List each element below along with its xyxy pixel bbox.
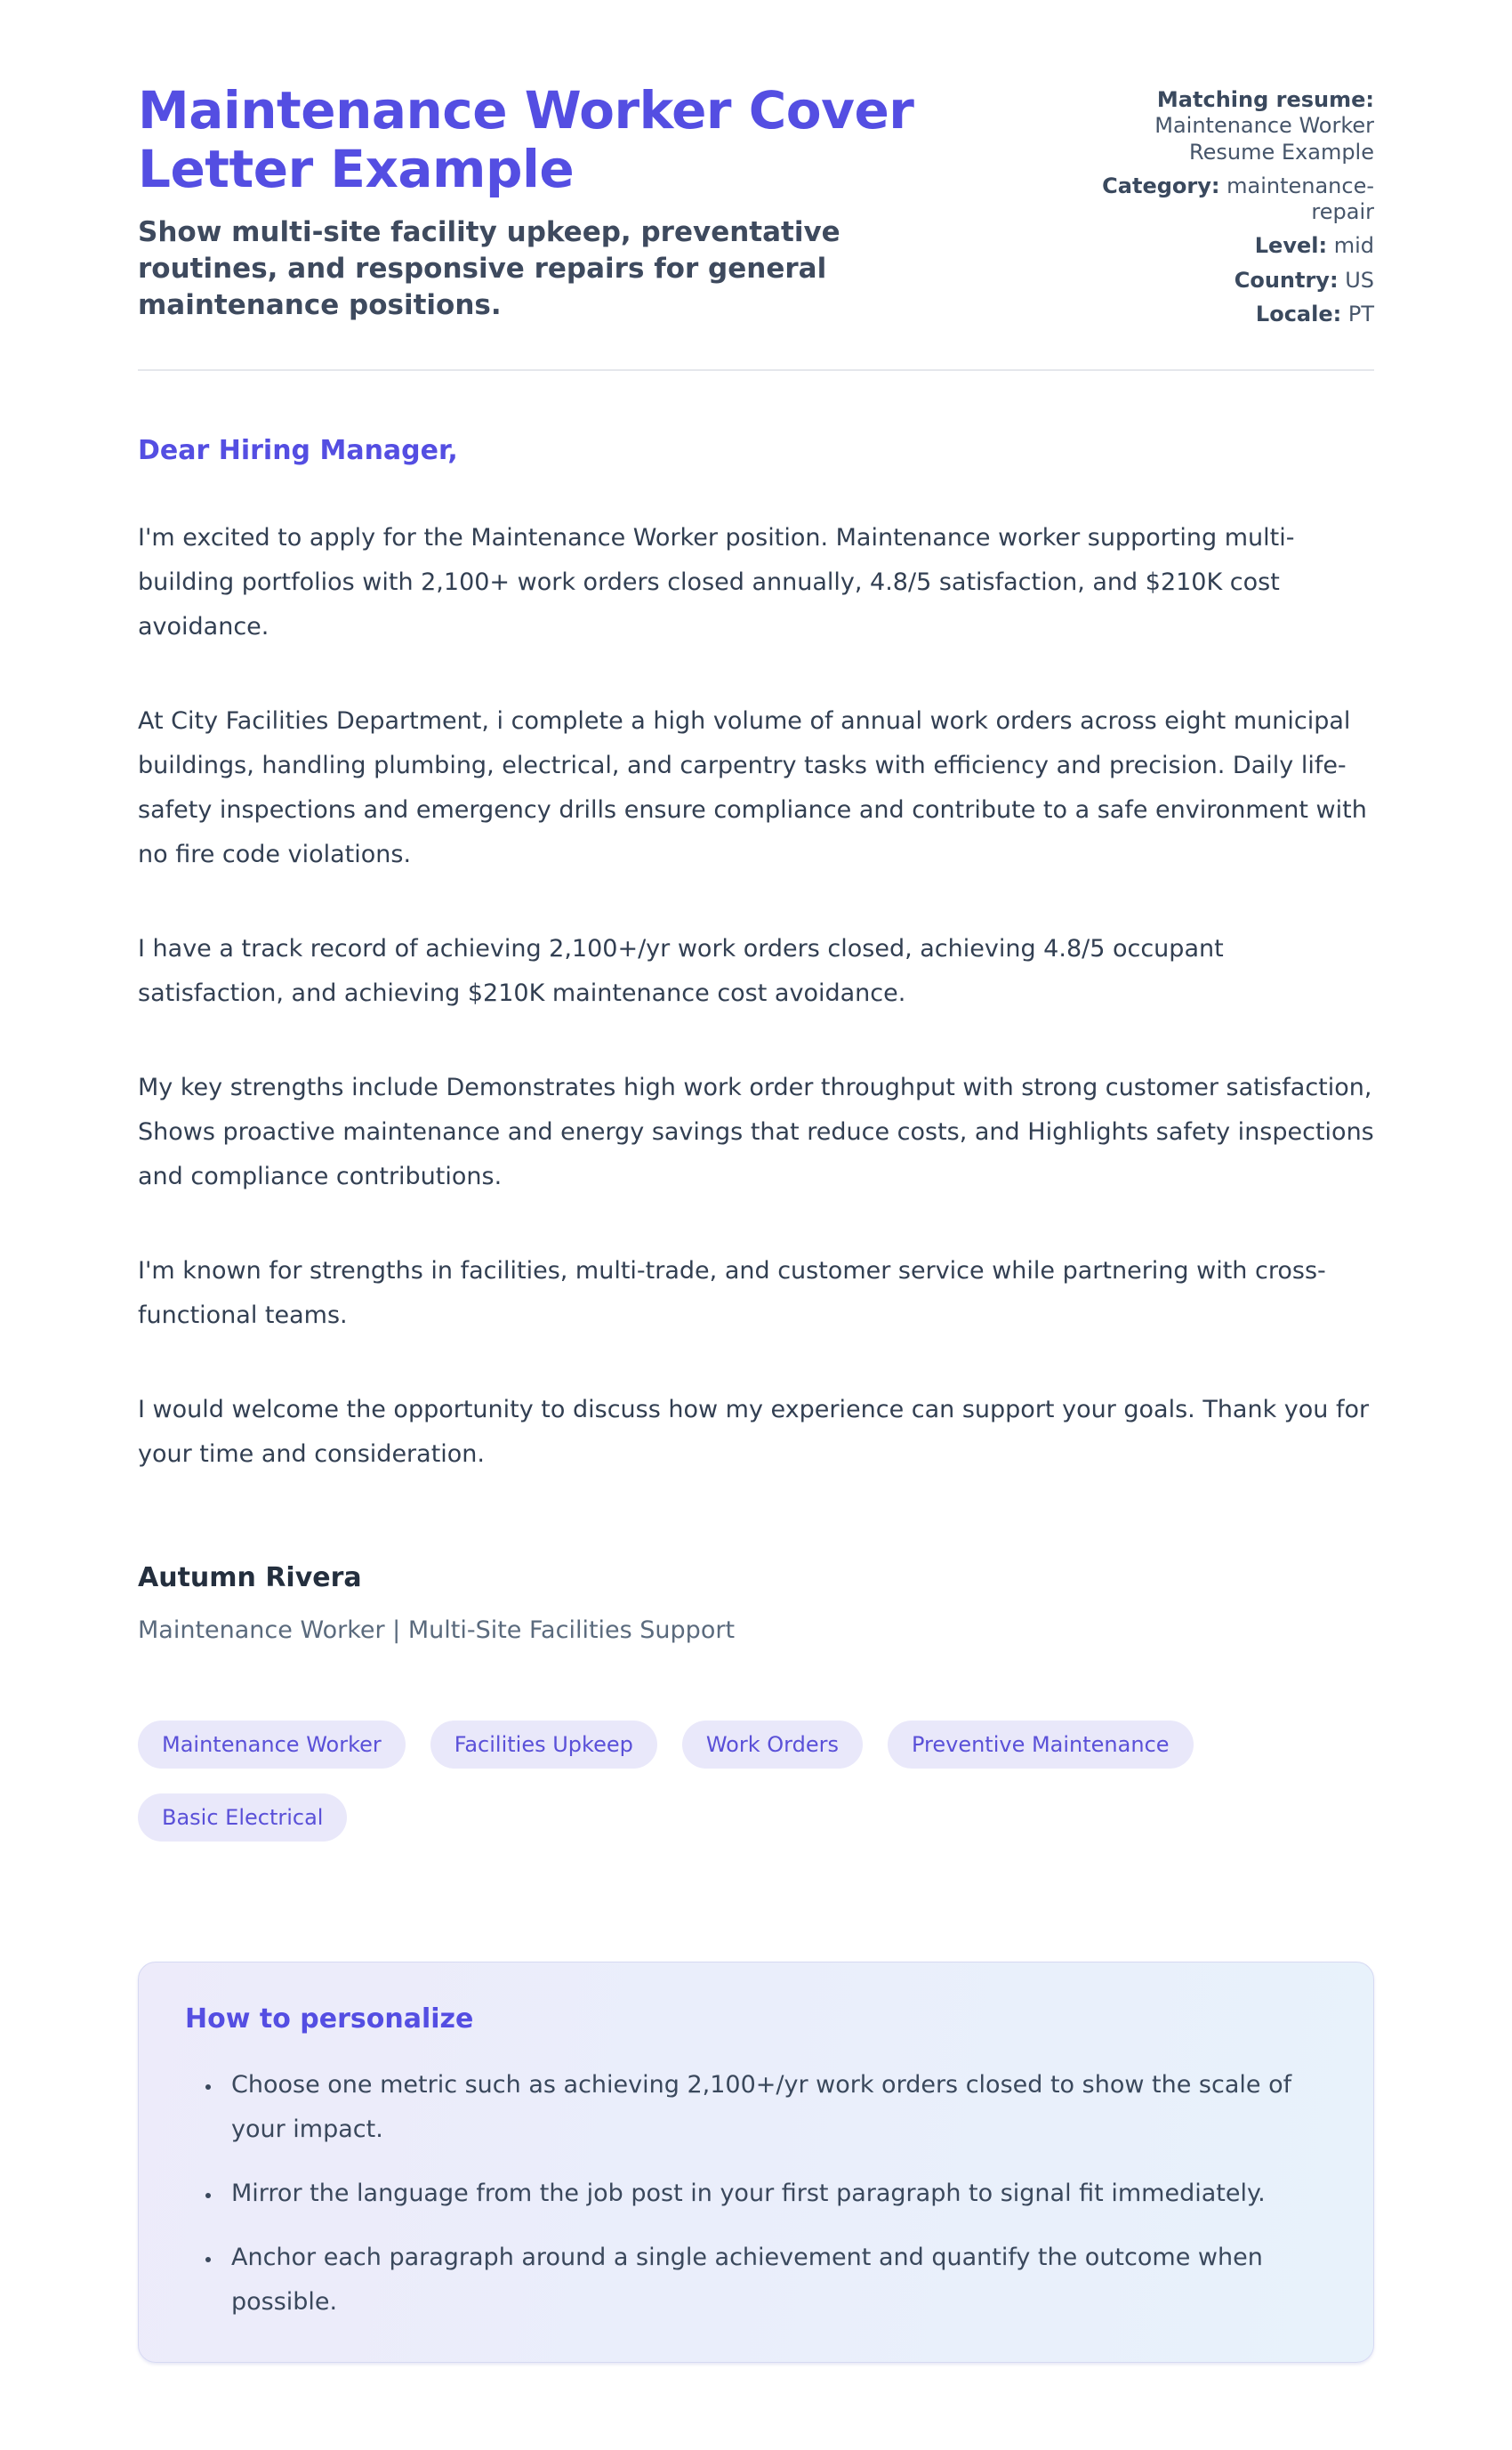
meta-level [1094,233,1374,259]
tips-list [185,2063,1327,2325]
letter-paragraph: I would welcome the opportunity to discuss how my experience can support your goals. Thank you for your time and consideration. [138,1396,1370,1469]
meta-value: PT [1347,301,1374,326]
meta-label: Locale: [1255,301,1342,326]
meta-country [1094,268,1374,294]
tips-title: How to personalize [185,2003,474,2035]
meta-value: mid [1333,233,1374,259]
letter-paragraph: At City Facilities Department, i complete a high volume of annual work orders across eight municipal buildings, handling plumbing, electrical, and carpentry tasks with efficiency and precision. Daily life-safety inspections and emergency drills ensure compliance and contribute to a safe environment with no fire code violations. [138,707,1367,869]
tip-item: • Mirror the language from the job post in your first paragraph to signal fit immediately. [222,2172,1316,2216]
signature-block [138,1562,1374,1644]
tag-basic-electrical[interactable]: Basic Electrical [138,1793,347,1842]
meta-value: Maintenance Worker Resume Example [1154,113,1374,165]
letter-body [138,435,1374,1644]
how-to-personalize-box [138,1962,1374,2363]
keyword-tags [138,1721,1374,1842]
header-divider [138,369,1374,371]
signature-name: Autumn Rivera [138,1562,362,1594]
meta-label: Matching resume: [1156,87,1374,112]
meta-value: maintenance-repair [1226,173,1374,225]
tip-item: • Choose one metric such as achieving 2,100+/yr work orders closed to show the scale of your impact. [222,2063,1316,2152]
page-subtitle: Show multi-site facility upkeep, preventative routines, and responsive repairs for general maintenance positions. [138,216,840,321]
meta-locale [1094,302,1374,327]
signature-role: Maintenance Worker | Multi-Site Facilities Support [138,1616,736,1645]
page-title: Maintenance Worker Cover Letter Example [138,80,914,199]
tip-item: • Anchor each paragraph around a single achievement and quantify the outcome when possible. [222,2236,1316,2325]
header-title-block [138,82,938,324]
meta-category [1094,173,1374,226]
letter-greeting: Dear Hiring Manager, [138,435,458,467]
letter-paragraph: I'm known for strengths in facilities, multi-trade, and customer service while partnering with cross-functional teams. [138,1257,1326,1330]
meta-matching-resume [1094,87,1374,165]
meta-label: Category: [1102,173,1220,198]
letter-paragraph: My key strengths include Demonstrates high work order throughput with strong customer satisfaction, Shows proactive maintenance and energy savings that reduce costs, and Highlights safety inspections and compliance contributions. [138,1074,1374,1191]
tag-facilities-upkeep[interactable]: Facilities Upkeep [430,1721,657,1769]
tag-preventive-maintenance[interactable]: Preventive Maintenance [888,1721,1194,1769]
resume-meta-block [1094,87,1374,335]
tag-work-orders[interactable]: Work Orders [682,1721,863,1769]
meta-label: Level: [1254,233,1328,259]
letter-paragraph: I'm excited to apply for the Maintenance Worker position. Maintenance worker supporting multi-building portfolios with 2,100+ work orders closed annually, 4.8/5 satisfaction, and $210K cost avoidance. [138,524,1295,641]
meta-value: US [1345,267,1374,293]
meta-label: Country: [1234,267,1339,293]
letter-paragraph: I have a track record of achieving 2,100+/yr work orders closed, achieving 4.8/5 occupant satisfaction, and achieving $210K maintenance cost avoidance. [138,935,1224,1008]
page-header [138,82,1374,335]
tag-maintenance-worker[interactable]: Maintenance Worker [138,1721,406,1769]
